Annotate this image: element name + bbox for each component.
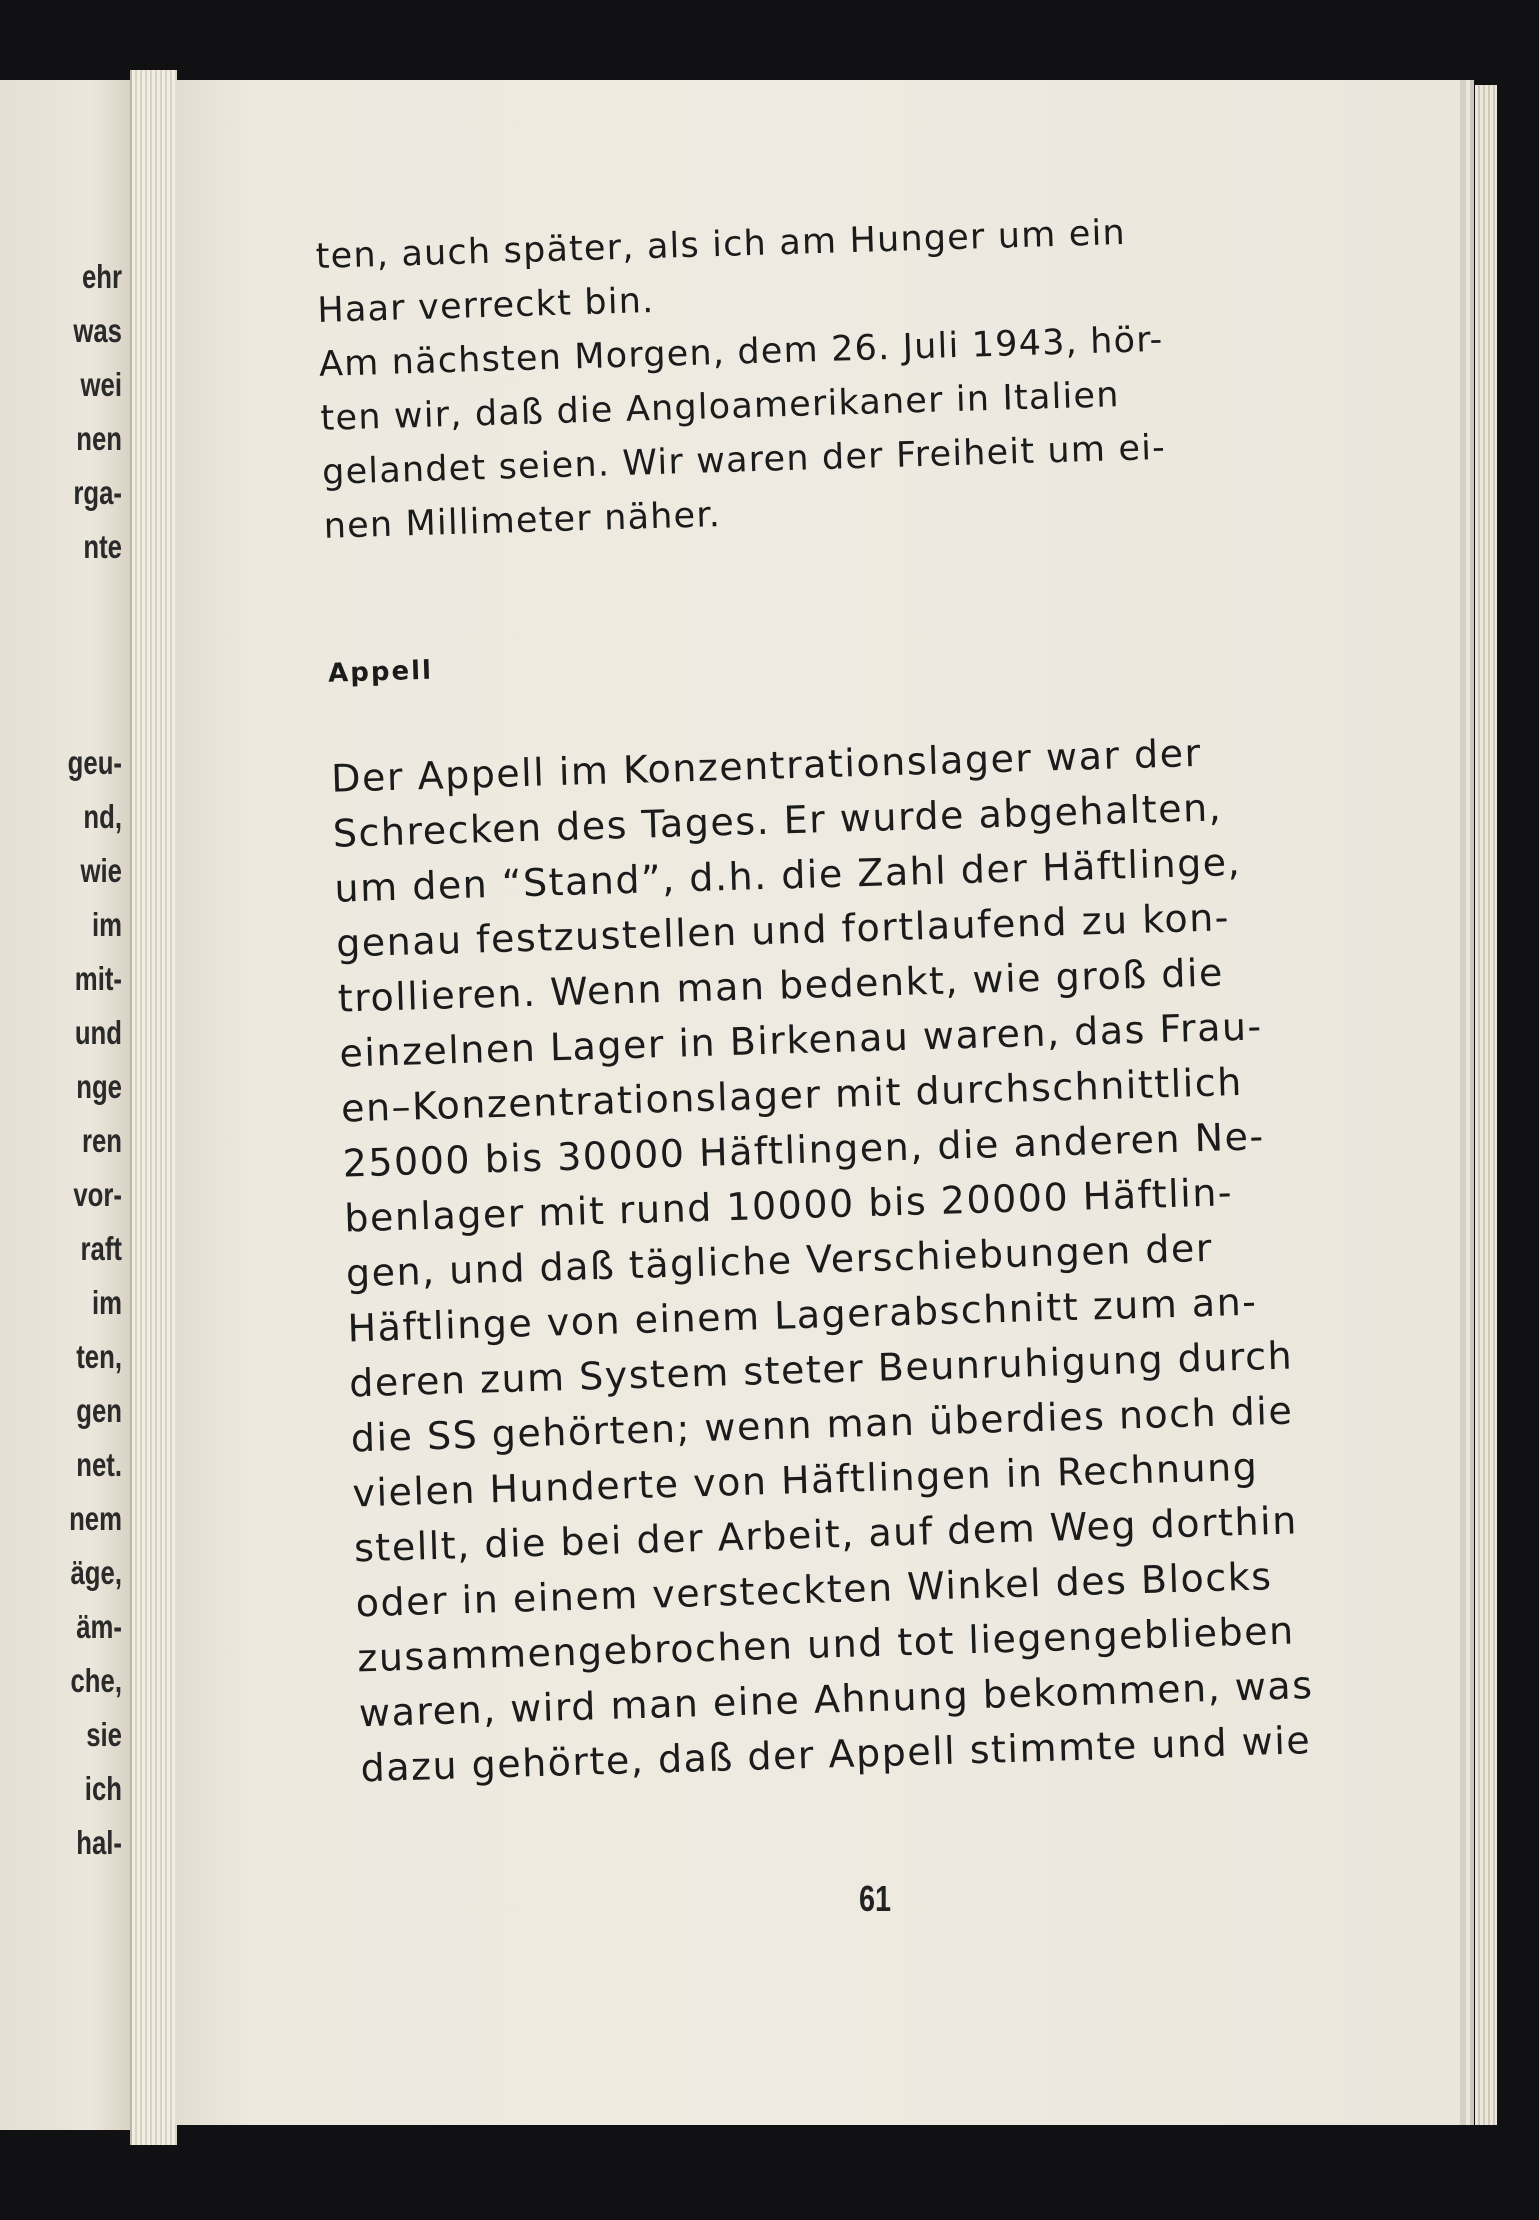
text-line: gelandet seien. Wir waren der Freiheit um ei-	[321, 427, 1167, 493]
previous-page-text	[28, 250, 122, 1870]
fragment-line: ten,	[76, 1338, 122, 1375]
text-line: waren, wird man eine Ahnung bekommen, was	[358, 1663, 1315, 1736]
page-edges-right	[1475, 85, 1497, 2125]
page-61	[175, 80, 1460, 2125]
fragment-line: und	[74, 1014, 122, 1051]
fragment-line: ren	[81, 1122, 122, 1159]
text-line: genau festzustellen und fortlaufend zu kon-	[335, 895, 1231, 966]
text-line: zusammengebrochen und tot liegengeblieben	[356, 1608, 1296, 1681]
text-line: vielen Hunderte von Häftlingen in Rechnung	[351, 1444, 1259, 1516]
text-line: Der Appell im Konzentrationslager war der	[330, 730, 1203, 801]
fragment-line: nd,	[83, 798, 122, 835]
text-line: Am nächsten Morgen, dem 26. Juli 1943, hör-	[318, 319, 1164, 385]
text-line: ten, auch später, als ich am Hunger um ein	[315, 212, 1127, 277]
text-line: Schrecken des Tages. Er wurde abgehalten,	[332, 785, 1223, 856]
fragment-line	[28, 682, 122, 736]
text-line: Haar verreckt bin.	[316, 280, 655, 331]
fragment-line: net.	[76, 1446, 122, 1483]
fragment-line: äm-	[76, 1608, 122, 1645]
text-line: stellt, die bei der Arbeit, auf dem Weg dorthin	[353, 1498, 1299, 1571]
appell-paragraph	[330, 722, 1371, 1797]
fragment-line: äge,	[70, 1554, 122, 1591]
fragment-line: nen	[76, 420, 122, 457]
fragment-line: vor-	[73, 1176, 122, 1213]
text-line: einzelnen Lager in Birkenau waren, das Frau-	[338, 1004, 1264, 1076]
fragment-line: gen	[76, 1392, 122, 1429]
fragment-line: nge	[76, 1068, 122, 1105]
fragment-line: ich	[84, 1770, 122, 1807]
fragment-line: wei	[80, 366, 122, 403]
fragment-line: nem	[69, 1500, 122, 1537]
text-line: die SS gehörten; wenn man überdies noch die	[350, 1388, 1294, 1461]
text-line: 25000 bis 30000 Häftlingen, die anderen Ne-	[342, 1114, 1266, 1186]
text-line: dazu gehörte, daß der Appell stimmte und wie	[360, 1718, 1312, 1791]
fragment-line	[28, 628, 122, 682]
fragment-line: nte	[83, 528, 122, 565]
text-line: gen, und daß tägliche Verschiebungen der	[345, 1225, 1214, 1296]
fragment-line: ehr	[81, 258, 122, 295]
fragment-line: hal-	[76, 1824, 122, 1861]
text-line: benlager mit rund 10000 bis 20000 Häftlin-	[343, 1170, 1234, 1241]
text-line: oder in einem versteckten Winkel des Blocks	[355, 1554, 1274, 1626]
fragment-line	[28, 574, 122, 628]
page-text	[315, 200, 1371, 1796]
fragment-line: was	[73, 312, 122, 349]
fragment-line: mit-	[74, 960, 122, 997]
text-line: ten wir, daß die Angloamerikaner in Italien	[320, 375, 1121, 439]
text-line: um den “Stand”, d.h. die Zahl der Häftlinge,	[333, 839, 1242, 911]
fragment-line: che,	[70, 1662, 122, 1699]
page-edges-gutter	[130, 70, 177, 2145]
fragment-line: geu-	[67, 744, 122, 781]
fragment-line: raft	[80, 1230, 122, 1267]
section-heading: Appell	[327, 655, 434, 689]
text-line: deren zum System steter Beunruhigung durch	[348, 1333, 1294, 1406]
text-line: nen Millimeter näher.	[323, 495, 722, 547]
text-line: trollieren. Wenn man bedenkt, wie groß die	[337, 950, 1225, 1021]
fragment-line: im	[91, 906, 122, 943]
opening-paragraph	[315, 200, 1334, 554]
fragment-line: rga-	[73, 474, 122, 511]
text-line: en–Konzentrationslager mit durchschnittlich	[340, 1059, 1244, 1131]
fragment-line: wie	[80, 852, 122, 889]
previous-page	[0, 80, 130, 2130]
page-number: 61	[858, 1878, 892, 1919]
fragment-line: sie	[86, 1716, 122, 1753]
text-line: Häftlinge von einem Lagerabschnitt zum an-	[346, 1279, 1258, 1351]
fragment-line: im	[91, 1284, 122, 1321]
